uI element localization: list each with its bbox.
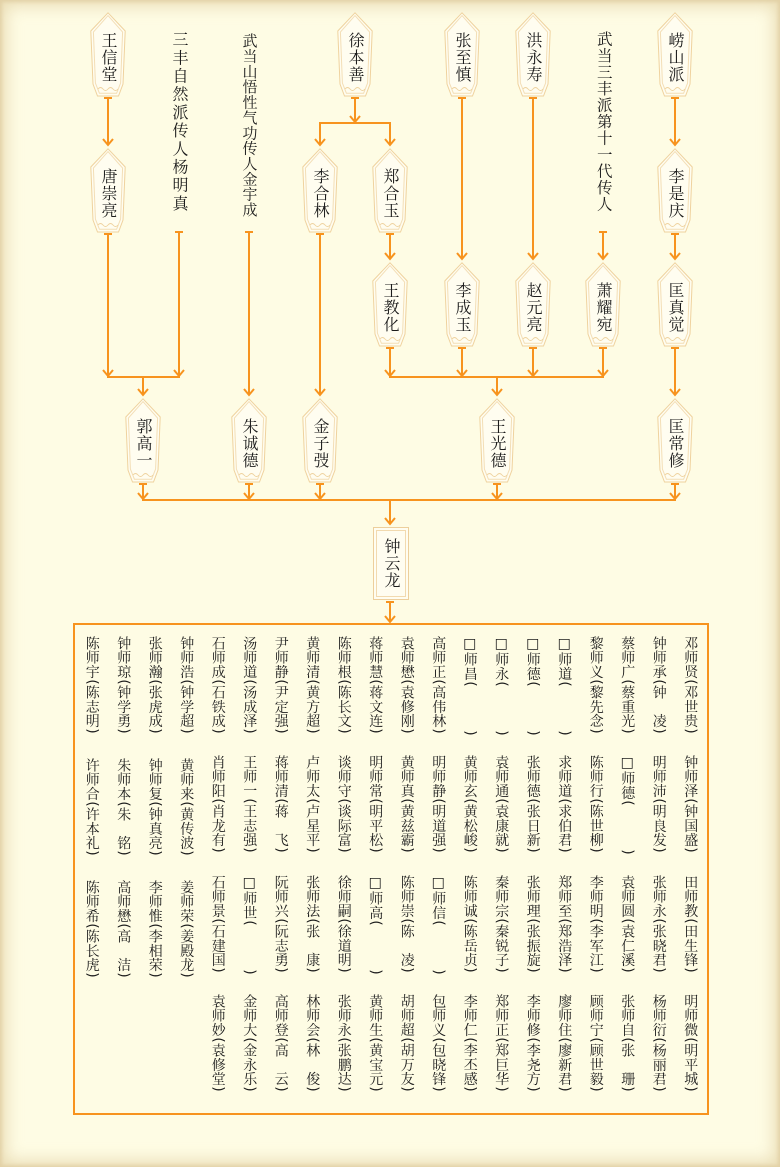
disciple-entry: 黄师来(黄传波) xyxy=(178,758,195,857)
node-label: 洪永寿 xyxy=(524,32,543,83)
disciple-entry: 邓师贤(邓世贵) xyxy=(682,636,699,735)
disciple-entry: □师德( ) xyxy=(619,755,636,856)
disciples-column xyxy=(360,636,392,1113)
connector-merge-to-wang-guangde xyxy=(389,377,604,395)
disciple-entry: 钟师泽(钟国盛) xyxy=(682,755,699,854)
disciple-entry: 高师登(高 云) xyxy=(272,993,289,1092)
disciple-entry: 田师教(田生锋) xyxy=(682,874,699,973)
disciple-entry: 袁师圆(袁仁溪) xyxy=(619,874,636,973)
connector-kuang-zhenjue-to-kuang-changxiu xyxy=(670,348,680,395)
disciples-column xyxy=(517,636,549,1113)
node-label: 王信堂 xyxy=(99,32,118,83)
connector-generation-4-to-merge xyxy=(138,484,680,500)
disciple-entry: 蒋师清(蒋 飞) xyxy=(272,755,289,854)
disciple-entry: □师道( ) xyxy=(556,636,573,737)
node-label: 匡常修 xyxy=(666,418,685,469)
disciples-column xyxy=(328,636,360,1113)
label-wudang-sanfeng-11th-gen-heir: 武当三丰派第十一代传人 xyxy=(594,31,613,213)
node-hong-yongshou xyxy=(515,12,551,97)
connector-wuxing-heir-to-zhu-chengde xyxy=(244,232,254,395)
label-sanfeng-ziran-heir: 三丰自然派传人杨明真 xyxy=(170,31,189,213)
disciple-entry: 李师明(李军江) xyxy=(587,874,604,973)
disciple-entry: 黄师真(黄兹霸) xyxy=(398,755,415,854)
disciples-column xyxy=(675,636,707,1113)
disciples-column xyxy=(643,636,675,1113)
node-label: 李成玉 xyxy=(453,282,472,333)
node-label: 朱诚德 xyxy=(240,418,259,469)
connector-tang-chongliang-to-merge xyxy=(103,234,113,376)
disciples-column xyxy=(549,636,581,1113)
disciple-entry: 廖师住(廖新君) xyxy=(556,993,573,1092)
disciple-entry: 张师永(张晓君) xyxy=(650,874,667,973)
disciple-entry: 张师永(张鹏达) xyxy=(335,993,352,1092)
connector-xu-benshan-split xyxy=(315,123,395,145)
connector-laoshan-to-li-shiqing xyxy=(670,98,680,145)
disciple-entry: 张师自(张 珊) xyxy=(619,993,636,1092)
node-wang-xintang xyxy=(90,12,126,97)
node-li-shiqing xyxy=(657,148,693,233)
disciple-entry: 明师静(明道强) xyxy=(430,755,447,854)
disciples-column xyxy=(391,636,423,1113)
disciples-column xyxy=(580,636,612,1113)
disciple-entry: 胡师超(胡万友) xyxy=(398,993,415,1092)
disciple-entry: 郑师至(郑浩泽) xyxy=(556,874,573,973)
disciple-entry: 徐师嗣(徐道明) xyxy=(335,874,352,973)
connector-zhang-zhishen-to-li-chengyu xyxy=(457,98,467,259)
node-kuang-zhenjue xyxy=(657,262,693,347)
node-zheng-heyu xyxy=(372,148,408,233)
disciple-entry: □师德( ) xyxy=(524,636,541,737)
disciple-entry: 钟师复(钟真亮) xyxy=(146,758,163,857)
node-zhao-yuanliang xyxy=(515,262,551,347)
disciple-entry: 钟师承(钟 凌) xyxy=(650,636,667,735)
disciple-entry: □师高( ) xyxy=(367,874,384,975)
disciple-entry: 明师常(明平松) xyxy=(367,755,384,854)
node-label: 王教化 xyxy=(381,282,400,333)
disciple-entry: 李师惟(李相荣) xyxy=(146,880,163,979)
disciple-entry: 高师正(高伟林) xyxy=(430,636,447,735)
connector-xu-benshan-down xyxy=(350,98,360,122)
disciple-entry: 肖师阳(肖龙有) xyxy=(209,755,226,854)
node-label: 郭高一 xyxy=(134,418,153,469)
node-li-chengyu xyxy=(444,262,480,347)
node-guo-gaoyi xyxy=(125,398,161,483)
node-label: 崂山派 xyxy=(666,32,685,83)
disciple-entry: 陈师根(陈长文) xyxy=(335,636,352,735)
disciple-entry: 蒋师慧(蒋文连) xyxy=(367,636,384,735)
disciple-entry: 朱师本(朱 铭) xyxy=(115,758,132,857)
node-label: 张至慎 xyxy=(453,32,472,83)
node-label: 萧耀宛 xyxy=(594,282,613,333)
disciple-entry: 石师成(石铁成) xyxy=(209,636,226,735)
disciple-entry: 石师景(石建国) xyxy=(209,874,226,973)
node-master-zhong-yunlong xyxy=(373,527,409,600)
disciples-column xyxy=(423,636,455,1113)
disciple-entry: 陈师诚(陈岳贞) xyxy=(461,874,478,973)
disciple-entry: 顾师宁(顾世毅) xyxy=(587,993,604,1092)
disciple-entry: 许师合(许本礼) xyxy=(83,758,100,857)
disciples-column xyxy=(171,636,203,1113)
node-label: 钟云龙 xyxy=(382,538,401,589)
disciple-entry: 蔡师广(蔡重光) xyxy=(619,636,636,735)
connector-wudang-heir-to-xiao-yaowan xyxy=(598,232,608,259)
disciple-entry: 黄师玄(黄松峻) xyxy=(461,755,478,854)
disciple-entry: 汤师道(汤成泽) xyxy=(241,636,258,735)
disciple-entry: 高师懋(高 洁) xyxy=(115,880,132,979)
disciples-column xyxy=(612,636,644,1113)
disciples-column xyxy=(234,636,266,1113)
disciple-entry: 黄师生(黄宝元) xyxy=(367,993,384,1092)
disciple-entry: □师世( ) xyxy=(241,874,258,975)
node-jin-zitao xyxy=(302,398,338,483)
node-label: 唐崇亮 xyxy=(99,168,118,219)
disciples-column xyxy=(454,636,486,1113)
disciple-entry: 陈师宇(陈志明) xyxy=(83,636,100,735)
node-xu-benshan xyxy=(337,12,373,97)
disciple-entry: 谈师守(谈际富) xyxy=(335,755,352,854)
node-kuang-changxiu xyxy=(657,398,693,483)
disciple-entry: 黄师清(黄方超) xyxy=(304,636,321,735)
node-label: 李合林 xyxy=(311,168,330,219)
connector-li-shiqing-to-kuang-zhenjue xyxy=(670,234,680,259)
disciple-entry: 钟师琼(钟学勇) xyxy=(115,636,132,735)
disciples-column xyxy=(108,636,140,1113)
node-laoshan-sect xyxy=(657,12,693,97)
disciple-entry: □师信( ) xyxy=(430,874,447,975)
node-label: 李是庆 xyxy=(666,168,685,219)
disciples-column xyxy=(202,636,234,1113)
disciples-column xyxy=(486,636,518,1113)
disciple-entry: 张师理(张振旋) xyxy=(524,874,541,973)
disciple-entry: 袁师妙(袁修堂) xyxy=(209,993,226,1092)
connector-zhong-yunlong-to-disciples xyxy=(385,602,395,622)
disciple-entry: 明师沛(明良发) xyxy=(650,755,667,854)
disciple-entry: 阮师兴(阮志勇) xyxy=(272,874,289,973)
node-zhu-chengde xyxy=(231,398,267,483)
disciples-column xyxy=(139,636,171,1113)
disciple-entry: 杨师衍(杨丽君) xyxy=(650,993,667,1092)
connector-merge-to-guo-gaoyi xyxy=(107,377,180,395)
node-wang-jiaohua xyxy=(372,262,408,347)
disciple-entry: 卢师太(卢星平) xyxy=(304,755,321,854)
disciple-entry: 明师微(明平城) xyxy=(682,993,699,1092)
connector-sanfeng-heir-to-merge xyxy=(174,232,184,376)
disciple-entry: 钟师浩(钟学超) xyxy=(178,636,195,735)
disciple-entry: 陈师希(陈长虎) xyxy=(83,880,100,979)
node-label: 王光德 xyxy=(488,418,507,469)
disciple-entry: 张师法(张 康) xyxy=(304,874,321,973)
node-label: 赵元亮 xyxy=(524,282,543,333)
disciple-entry: 金师大(金永乐) xyxy=(241,993,258,1092)
node-label: 匡真觉 xyxy=(666,282,685,333)
disciples-column xyxy=(297,636,329,1113)
node-zhang-zhishen xyxy=(444,12,480,97)
node-li-helin xyxy=(302,148,338,233)
disciple-entry: □师永( ) xyxy=(493,636,510,737)
disciple-entry: 秦师宗(秦锐子) xyxy=(493,874,510,973)
disciple-entry: 袁师懋(袁修刚) xyxy=(398,636,415,735)
disciple-entry: 李师仁(李丕感) xyxy=(461,993,478,1092)
disciple-entry: 张师瀚(张虎成) xyxy=(146,636,163,735)
disciple-entry: 袁师通(袁康就) xyxy=(493,755,510,854)
disciple-entry: 姜师荣(姜殿龙) xyxy=(178,880,195,979)
label-wudang-wuxing-qigong-heir: 武当山悟性气功传人金宇成 xyxy=(240,33,259,218)
node-label: 金子弢 xyxy=(311,418,330,469)
disciple-entry: 求师道(求伯君) xyxy=(556,755,573,854)
connector-generation-3-to-merge xyxy=(385,348,608,376)
connector-zheng-heyu-to-wang-jiaohua xyxy=(385,234,395,259)
connector-li-helin-to-jin-zitao xyxy=(315,234,325,395)
disciples-roster xyxy=(73,623,709,1115)
disciples-column xyxy=(265,636,297,1113)
disciple-entry: 陈师崇(陈 凌) xyxy=(398,874,415,973)
disciple-entry: 黎师义(黎先念) xyxy=(587,636,604,735)
node-label: 徐本善 xyxy=(346,32,365,83)
connector-wang-xintang-to-tang-chongliang xyxy=(103,98,113,145)
disciple-entry: 尹师静(尹定强) xyxy=(272,636,289,735)
disciple-entry: □师昌( ) xyxy=(461,636,478,737)
disciple-entry: 包师义(包晓锋) xyxy=(430,993,447,1092)
connector-merge-to-zhong-yunlong xyxy=(385,500,395,524)
node-xiao-yaowan xyxy=(585,262,621,347)
disciple-entry: 王师一(王志强) xyxy=(241,755,258,854)
disciple-entry: 陈师行(陈世柳) xyxy=(587,755,604,854)
disciples-column xyxy=(76,636,108,1113)
disciple-entry: 郑师正(郑巨华) xyxy=(493,993,510,1092)
disciple-entry: 李师修(李尧方) xyxy=(524,993,541,1092)
disciple-entry: 林师会(林 俊) xyxy=(304,993,321,1092)
node-wang-guangde xyxy=(479,398,515,483)
connector-hong-yongshou-to-zhao-yuanliang xyxy=(528,98,538,259)
node-tang-chongliang xyxy=(90,148,126,233)
disciple-entry: 张师德(张日新) xyxy=(524,755,541,854)
node-label: 郑合玉 xyxy=(381,168,400,219)
